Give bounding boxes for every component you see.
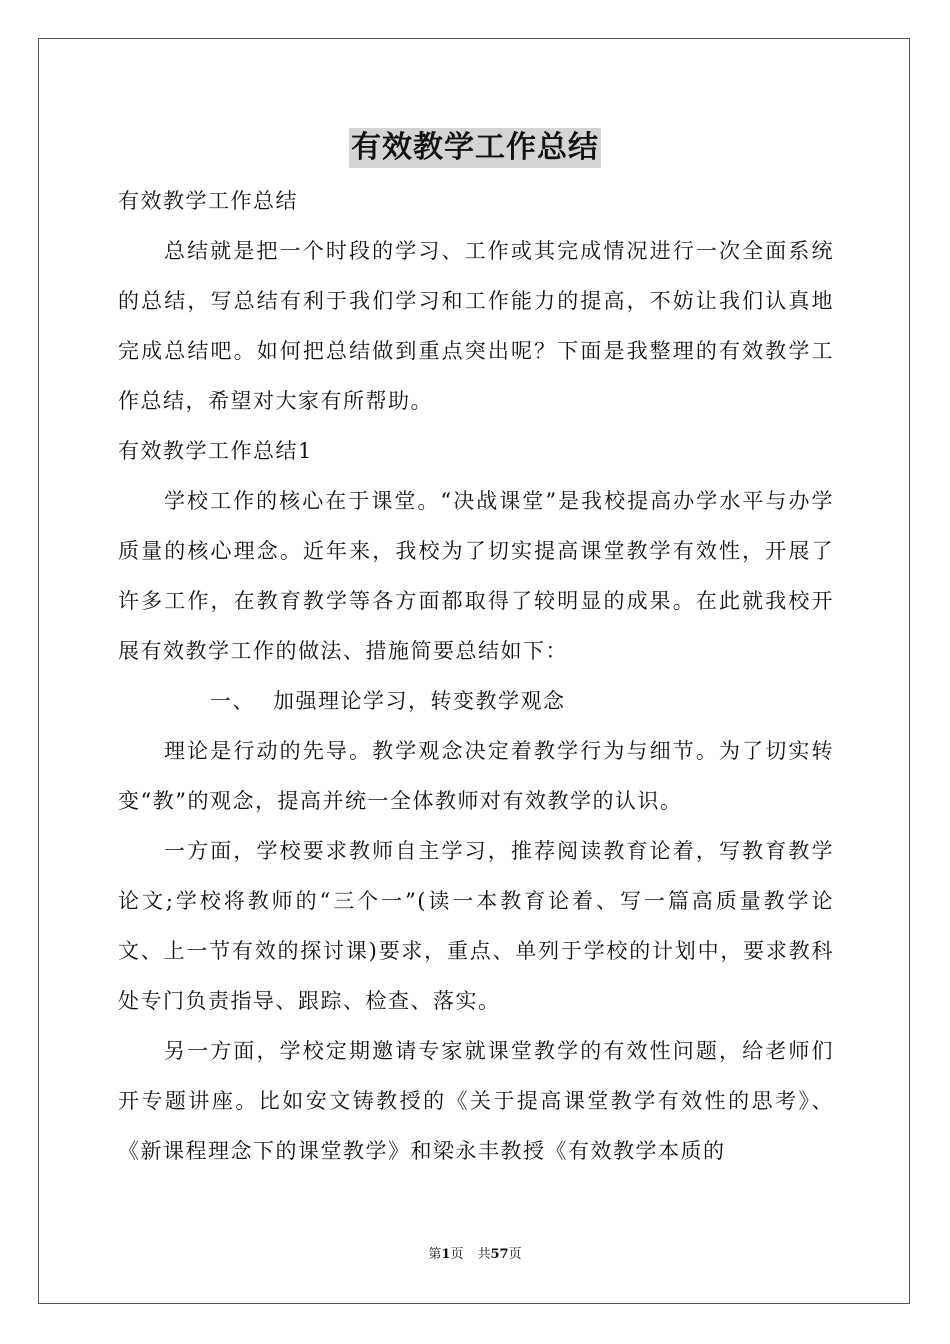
document-body xyxy=(118,176,834,1176)
intro-paragraph: 总结就是把一个时段的学习、工作或其完成情况进行一次全面系统的总结，写总结有利于我们学习和工作能力的提高，不妨让我们认真地完成总结吧。如何把总结做到重点突出呢？下面是我整理的有效教学工作总结，希望对大家有所帮助。 xyxy=(118,239,834,413)
paragraph-one-side: 一方面，学校要求教师自主学习，推荐阅读教育论着，写教育教学论文;学校将教师的“三个一”(读一本教育论着、写一篇高质量教学论文、上一节有效的探讨课)要求，重点、单列于学校的计划中，要求教科处专门负责指导、跟踪、检查、落实。 xyxy=(118,839,834,1013)
section-paragraph-1: 学校工作的核心在于课堂。“决战课堂”是我校提高办学水平与办学质量的核心理念。近年来，我校为了切实提高课堂教学有效性，开展了许多工作，在教育教学等各方面都取得了较明显的成果。在此就我校开展有效教学工作的做法、措施简要总结如下： xyxy=(118,489,834,663)
title-container xyxy=(0,128,950,168)
paragraph-other-side: 另一方面，学校定期邀请专家就课堂教学的有效性问题，给老师们开专题讲座。比如安文铸教授的《关于提高课堂教学有效性的思考》、《新课程理念下的课堂教学》和梁永丰教授《有效教学本质的 xyxy=(118,1039,834,1163)
document-subtitle: 有效教学工作总结 xyxy=(118,189,298,213)
paragraph-theory: 理论是行动的先导。教学观念决定着教学行为与细节。为了切实转变“教”的观念，提高并统一全体教师对有效教学的认识。 xyxy=(118,739,834,813)
page-current: 1 xyxy=(441,1247,451,1262)
document-title: 有效教学工作总结 xyxy=(349,128,601,168)
section-heading: 有效教学工作总结1 xyxy=(118,439,313,463)
page-footer xyxy=(0,1246,950,1264)
part-heading xyxy=(118,676,834,726)
total-unit: 页 xyxy=(508,1247,522,1262)
total-prefix: 共 xyxy=(477,1247,491,1262)
page-total: 57 xyxy=(490,1247,509,1262)
page-prefix: 第 xyxy=(428,1247,442,1262)
part-title: 加强理论学习，转变教学观念 xyxy=(273,689,566,713)
page-unit: 页 xyxy=(450,1247,464,1262)
part-number: 一、 xyxy=(210,689,255,713)
